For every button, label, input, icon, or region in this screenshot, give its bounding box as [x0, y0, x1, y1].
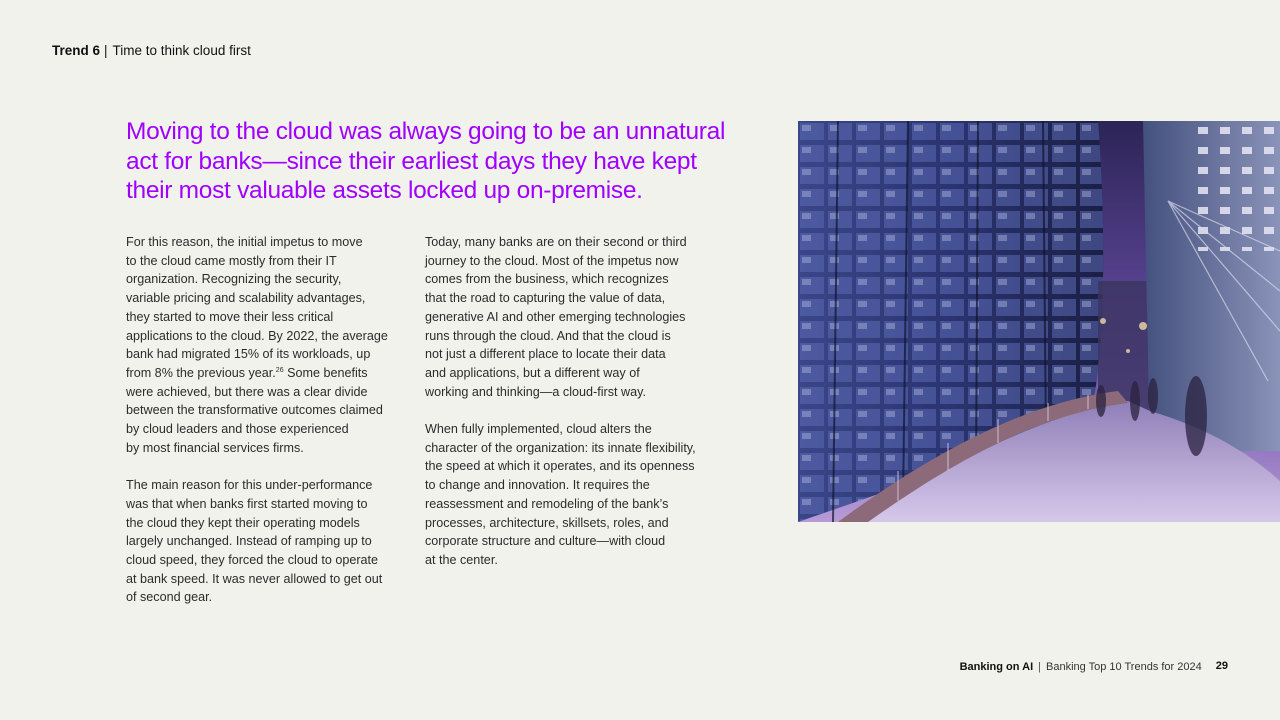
text-line: at the center.: [425, 552, 498, 567]
text-line: and applications, but a different way of: [425, 365, 640, 380]
text-line: organization. Recognizing the security,: [126, 272, 342, 287]
right-paragraph-2: [425, 420, 696, 570]
lead-quote: [126, 117, 736, 206]
footer-brand: Banking on AI: [959, 661, 1034, 673]
text-line: by cloud leaders and those experienced: [126, 422, 349, 437]
text-line: generative AI and other emerging technologies: [425, 309, 686, 324]
footer-subtitle: Banking Top 10 Trends for 2024: [1046, 661, 1202, 673]
text-line: corporate structure and culture—with cloud: [425, 534, 666, 549]
text-line: [126, 364, 388, 383]
footer-separator: |: [1038, 661, 1041, 673]
text-line: applications to the cloud. By 2022, the average: [126, 328, 388, 343]
text-line: between the transformative outcomes claimed: [126, 403, 383, 418]
text-line: character of the organization: its innate flexibility,: [425, 440, 696, 455]
text-line: to change and innovation. It requires the: [425, 478, 650, 493]
right-column: [425, 233, 696, 588]
footnote-reference[interactable]: 26: [275, 366, 284, 374]
text-line: When fully implemented, cloud alters the: [425, 422, 652, 437]
text-line: the cloud they kept their operating models: [126, 515, 360, 530]
text-line: they started to move their less critical: [126, 309, 334, 324]
page-footer: [960, 660, 1228, 673]
text-fragment: Some benefits: [283, 365, 368, 380]
text-line: of second gear.: [126, 590, 213, 605]
trend-label: Trend 6: [52, 43, 101, 58]
left-paragraph-2: [126, 476, 388, 607]
text-line: variable pricing and scalability advantages,: [126, 291, 366, 306]
text-line: working and thinking—a cloud-first way.: [425, 384, 646, 399]
left-paragraph-1: [126, 233, 388, 457]
text-line: runs through the cloud. And that the cloud is: [425, 328, 671, 343]
text-line: processes, architecture, skillsets, roles, and: [425, 515, 669, 530]
text-line: to the cloud came mostly from their IT: [126, 253, 337, 268]
text-line: reassessment and remodeling of the bank’s: [425, 496, 669, 511]
page-header: [52, 43, 251, 58]
header-title: Time to think cloud first: [112, 43, 251, 58]
text-line: not just a different place to locate their data: [425, 347, 666, 362]
text-line: largely unchanged. Instead of ramping up to: [126, 534, 372, 549]
text-line: journey to the cloud. Most of the impetus now: [425, 253, 679, 268]
lead-line: their most valuable assets locked up on-premise.: [126, 177, 643, 204]
text-line: The main reason for this under-performance: [126, 478, 373, 493]
lead-line: act for banks—since their earliest days they have kept: [126, 147, 697, 175]
text-line: Today, many banks are on their second or third: [425, 235, 687, 249]
text-line: at bank speed. It was never allowed to get out: [126, 571, 383, 586]
text-line: For this reason, the initial impetus to move: [126, 235, 363, 249]
text-line: bank had migrated 15% of its workloads, up: [126, 347, 371, 362]
text-line: the speed at which it operates, and its openness: [425, 459, 695, 474]
text-line: cloud speed, they forced the cloud to operate: [126, 552, 379, 567]
city-building-walkway-photo: [798, 121, 1280, 522]
text-line: comes from the business, which recognizes: [425, 272, 669, 287]
text-line: that the road to capturing the value of data,: [425, 291, 666, 306]
text-line: were achieved, but there was a clear divide: [126, 384, 368, 399]
lead-line: Moving to the cloud was always going to be an unnatural: [126, 118, 726, 145]
header-separator: |: [104, 43, 108, 58]
text-fragment: from 8% the previous year.: [126, 365, 276, 380]
text-line: by most financial services firms.: [126, 440, 304, 455]
page-number: 29: [1215, 660, 1228, 672]
left-column: [126, 233, 388, 626]
right-paragraph-1: [425, 233, 696, 401]
text-line: was that when banks first started moving to: [126, 496, 368, 511]
